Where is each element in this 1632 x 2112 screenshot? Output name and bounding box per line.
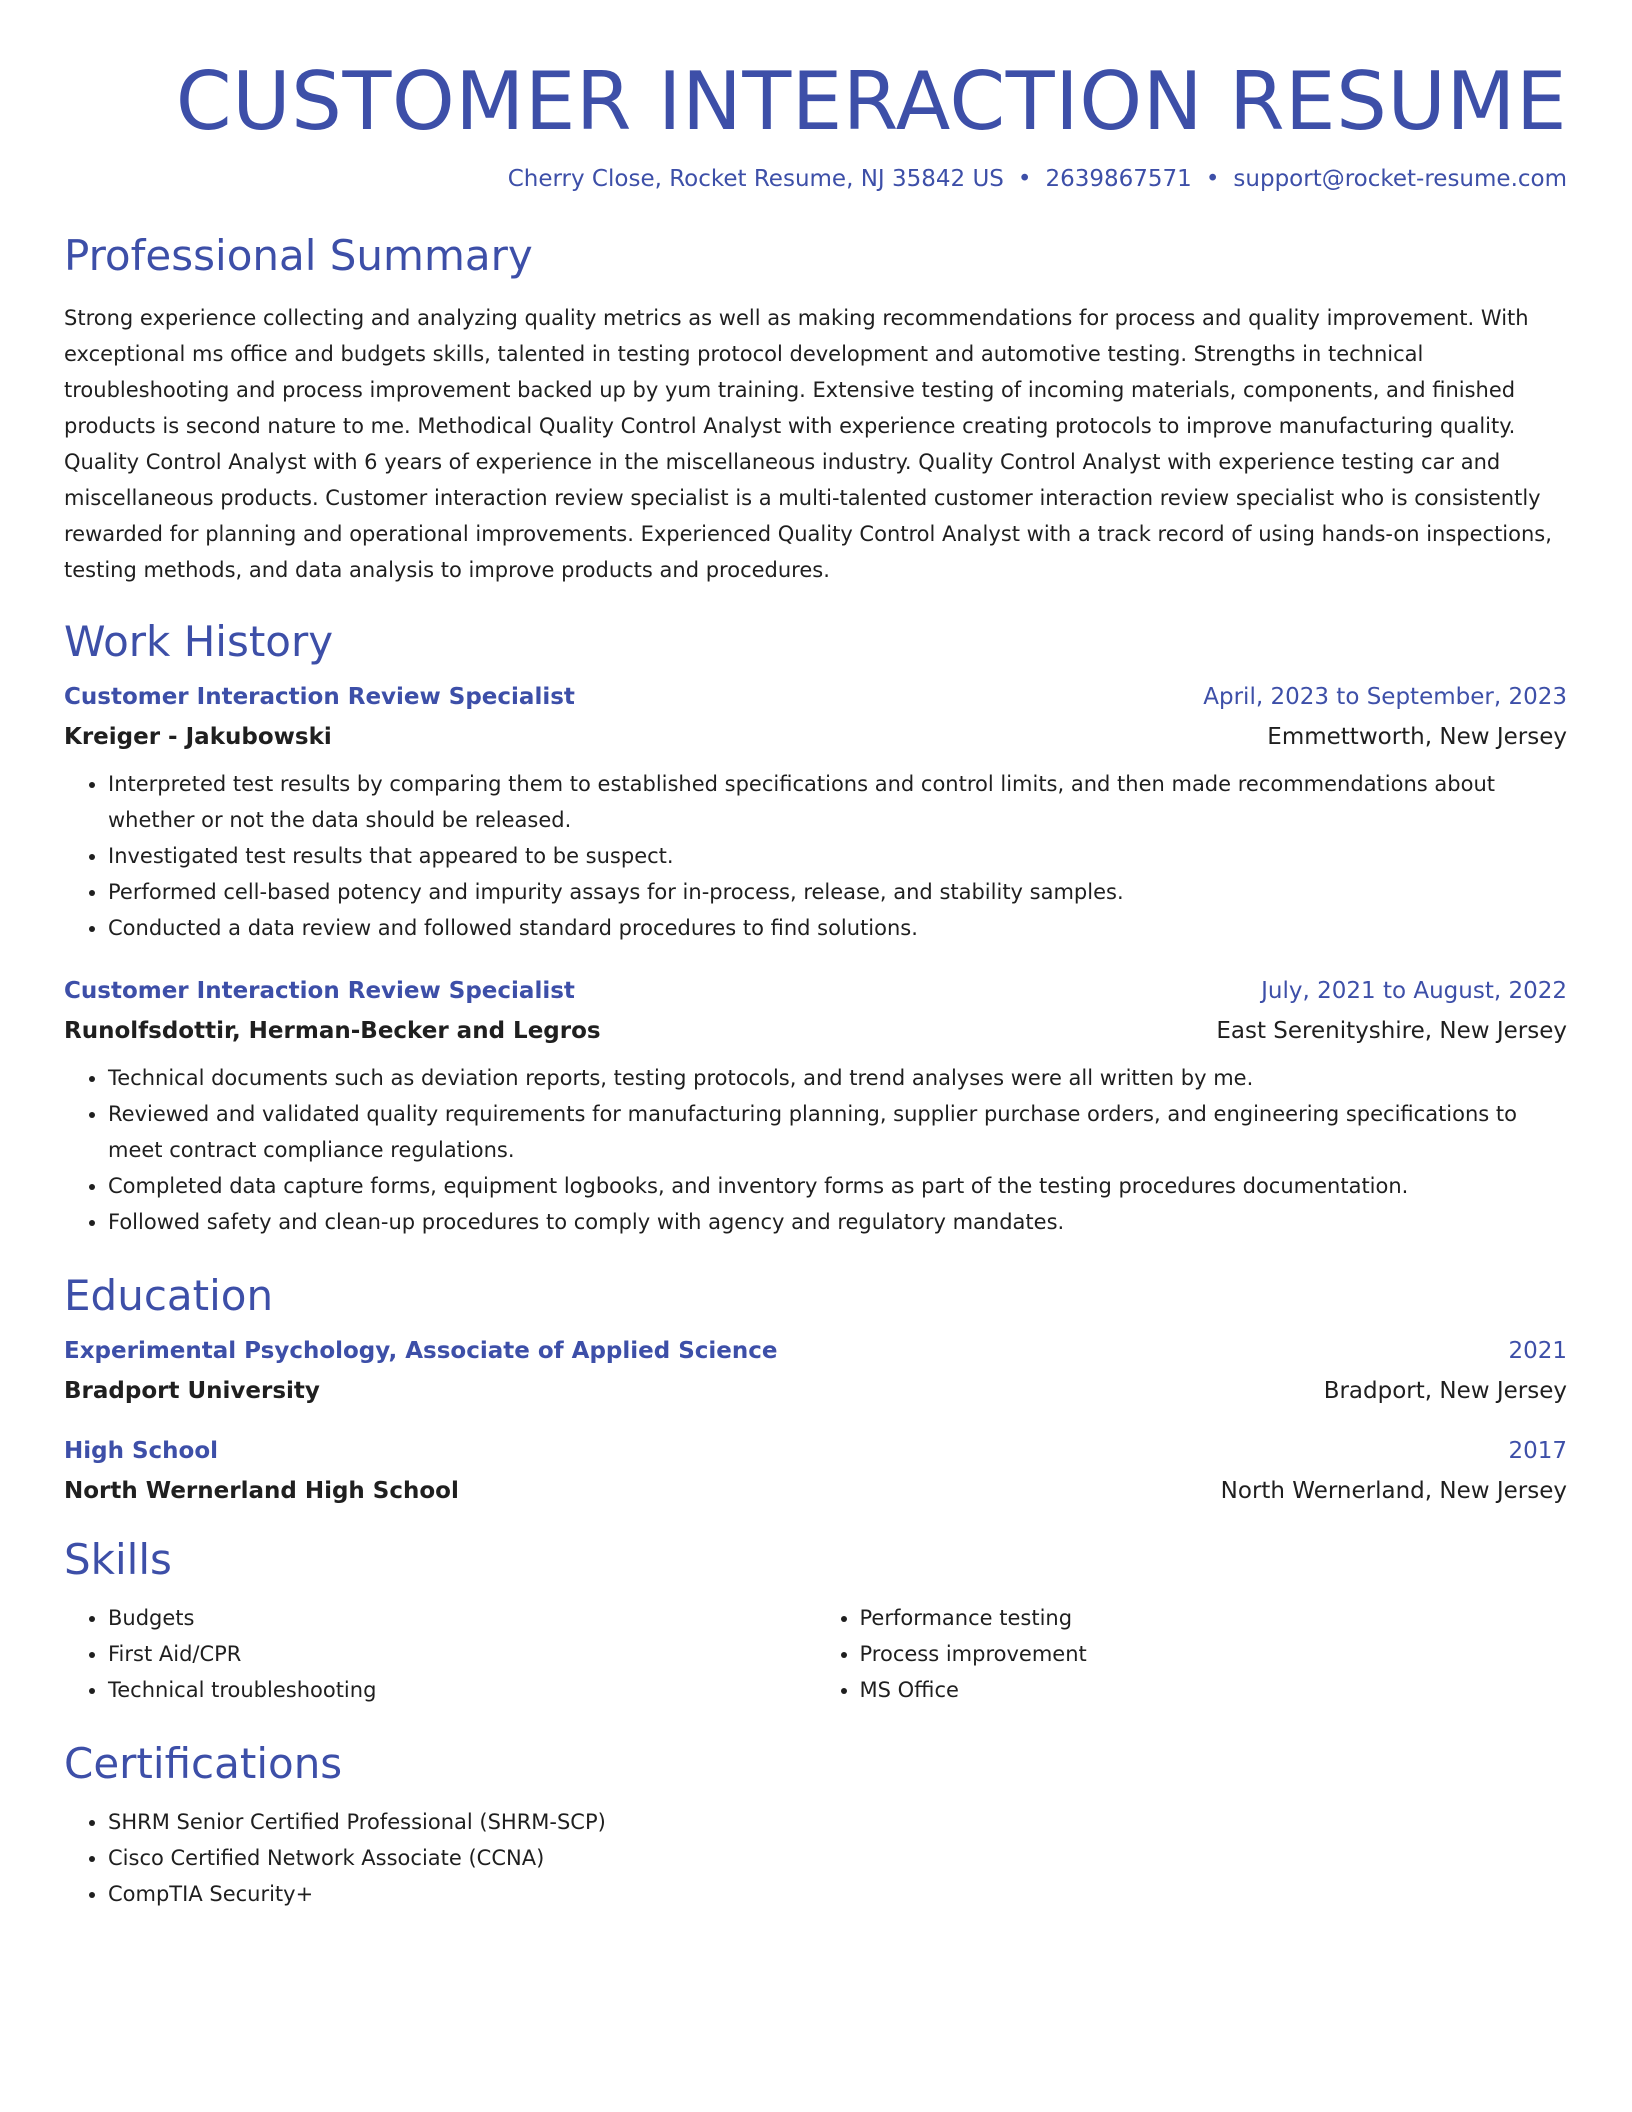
certification-item: • CompTIA Security+ [108, 1876, 1567, 1912]
education-school: Bradport University [64, 1378, 320, 1404]
certification-item: • SHRM Senior Certified Professional (SHRM-SCP) [108, 1804, 1567, 1840]
skills-column-left [64, 1600, 816, 1708]
job-bullet: • Technical documents such as deviation reports, testing protocols, and trend analyses were all written by me. [108, 1060, 1567, 1096]
job-entry [64, 976, 1567, 1240]
job-location: East Serenityshire, New Jersey [1216, 1018, 1567, 1044]
job-bullets [64, 766, 1567, 946]
job-title: Customer Interaction Review Specialist [64, 684, 575, 710]
education-location: Bradport, New Jersey [1323, 1378, 1567, 1404]
contact-line [64, 164, 1567, 194]
job-bullet: • Reviewed and validated quality requirements for manufacturing planning, supplier purchase orders, and engineering specifications to meet contract compliance regulations. [108, 1096, 1567, 1168]
job-location: Emmettworth, New Jersey [1267, 724, 1567, 750]
education-location: North Wernerland, New Jersey [1220, 1478, 1567, 1504]
education-entry [64, 1336, 1567, 1406]
summary-heading: Professional Summary [64, 231, 533, 280]
contact-address: Cherry Close, Rocket Resume, NJ 35842 US [507, 166, 1004, 192]
job-bullet: • Investigated test results that appeared to be suspect. [108, 838, 1567, 874]
education-heading: Education [64, 1271, 274, 1320]
job-title: Customer Interaction Review Specialist [64, 978, 575, 1004]
job-bullets [64, 1060, 1567, 1240]
skill-item: • Process improvement [860, 1636, 1568, 1672]
job-company: Runolfsdottir, Herman-Becker and Legros [64, 1018, 601, 1044]
job-entry [64, 682, 1567, 946]
contact-email: support@rocket-resume.com [1233, 166, 1567, 192]
job-bullet: • Followed safety and clean-up procedures to comply with agency and regulatory mandates. [108, 1204, 1567, 1240]
job-bullet: • Performed cell-based potency and impurity assays for in-process, release, and stability samples. [108, 874, 1567, 910]
skills-grid [64, 1600, 1567, 1708]
job-bullet: • Interpreted test results by comparing them to established specifications and control limits, and then made recommendations about whether or not the data should be released. [108, 766, 1567, 838]
job-company: Kreiger - Jakubowski [64, 724, 332, 750]
skills-column-right [816, 1600, 1568, 1708]
education-year: 2021 [1508, 1338, 1567, 1364]
summary-text: Strong experience collecting and analyzing quality metrics as well as making recommendations for process and quality improvement. With exceptional ms office and budgets skills, talented in testing protocol development and automotive testing. Strengths in technical troubleshooting and process improvement backed up by yum training. Extensive testing of incoming materials, components, and finished products is second nature to me. Methodical Quality Control Analyst with experience creating protocols to improve manufacturing quality. Quality Control Analyst with 6 years of experience in the miscellaneous industry. Quality Control Analyst with experience testing car and miscellaneous products. Customer interaction review specialist is a multi-talented customer interaction review specialist who is consistently rewarded for planning and operational improvements. Experienced Quality Control Analyst with a track record of using hands-on inspections, testing methods, and data analysis to improve products and procedures. [64, 306, 1552, 582]
job-bullet: • Completed data capture forms, equipment logbooks, and inventory forms as part of the testing procedures documentation. [108, 1168, 1567, 1204]
education-year: 2017 [1508, 1438, 1567, 1464]
work-history-heading: Work History [64, 617, 334, 666]
skill-item: • Performance testing [860, 1600, 1568, 1636]
skill-item: • Budgets [108, 1600, 816, 1636]
contact-separator: • [1205, 166, 1220, 192]
education-school: North Wernerland High School [64, 1478, 459, 1504]
resume-title: CUSTOMER INTERACTION RESUME [175, 55, 1567, 148]
certification-item: • Cisco Certified Network Associate (CCNA) [108, 1840, 1567, 1876]
contact-separator: • [1017, 166, 1032, 192]
education-degree: High School [64, 1438, 219, 1464]
education-degree: Experimental Psychology, Associate of Applied Science [64, 1338, 778, 1364]
job-dates: July, 2021 to August, 2022 [1261, 978, 1567, 1004]
contact-phone: 2639867571 [1045, 166, 1192, 192]
skill-item: • Technical troubleshooting [108, 1672, 816, 1708]
education-entry [64, 1436, 1567, 1506]
skill-item: • MS Office [860, 1672, 1568, 1708]
certifications-heading: Certifications [64, 1739, 343, 1788]
certifications-list [64, 1804, 1567, 1912]
job-dates: April, 2023 to September, 2023 [1203, 684, 1567, 710]
skills-heading: Skills [64, 1535, 172, 1584]
job-bullet: • Conducted a data review and followed standard procedures to find solutions. [108, 910, 1567, 946]
skill-item: • First Aid/CPR [108, 1636, 816, 1672]
